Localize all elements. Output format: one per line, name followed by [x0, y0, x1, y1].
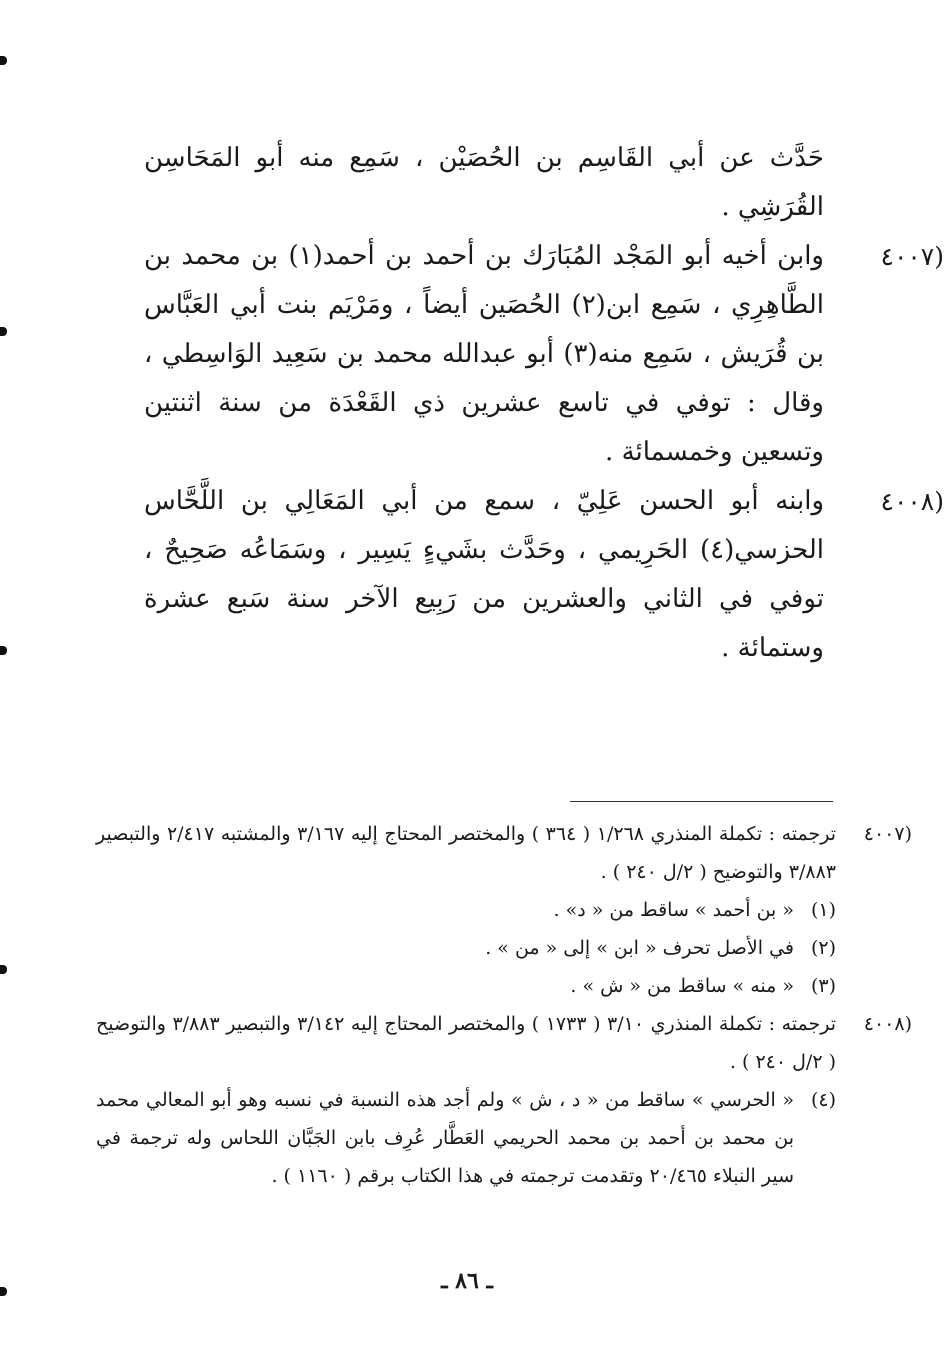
- footnote-sub-text: « منه » ساقط من « ش » .: [570, 975, 794, 997]
- footnote-sub: [96, 891, 836, 929]
- footnote-text: ترجمته : تكملة المنذري ٣/١٠ ( ١٧٣٣ ) والمختصر المحتاج إليه ٣/١٤٢ والتبصير ٣/٨٨٣ والتوضيح ( ٢/ل ٢٤٠ ) .: [96, 1013, 837, 1073]
- entry-number: (٤٠٠٧: [880, 242, 944, 271]
- footnote-sub-number: (٤): [810, 1089, 836, 1111]
- entry-text: وابنه أبو الحسن عَلِيّ ، سمع من أبي المَعَالِي بن اللَّحَّاس الحزسي(٤) الحَرِيمي ، وحَدَّث بشَيءٍ يَسِير ، وسَمَاعُه صَحِيحٌ ، توفي في الثاني والعشرين من رَبِيع الآخر سنة سَبع عشرة وستمائة .: [144, 486, 824, 663]
- footnote-text: ترجمته : تكملة المنذري ١/٢٦٨ ( ٣٦٤ ) والمختصر المحتاج إليه ٣/١٦٧ والمشتبه ٢/٤١٧ والتبصير ٣/٨٨٣ والتوضيح ( ٢/ل ٢٤٠ ) .: [96, 823, 836, 883]
- binding-mark: [0, 327, 7, 336]
- footnote-4008: [96, 1005, 912, 1195]
- footnote-sub: [96, 1081, 836, 1195]
- entry-4008: [144, 477, 944, 673]
- footnote-4007: [96, 815, 912, 1005]
- entry-4007: [144, 232, 944, 477]
- binding-mark: [0, 965, 7, 974]
- footnote-sub: [96, 967, 836, 1005]
- footnote-sub-text: في الأصل تحرف « ابن » إلى « من » .: [485, 937, 794, 959]
- footnote-sub: [96, 929, 836, 967]
- page-number: ـ ٨٦ ـ: [441, 1268, 493, 1294]
- entry-text: وابن أخيه أبو المَجْد المُبَارَك بن أحمد بن أحمد(١) بن محمد بن الطَّاهِرِي ، سَمِع ابن(٢) الحُصَين أيضاً ، ومَرْيَم بنت أبي العَبَّاس بن قُرَيش ، سَمِع منه(٣) أبو عبدالله محمد بن سَعِيد الوَاسِطي ، وقال : توفي في تاسع عشرين ذي القَعْدَة من سنة اثنتين وتسعين وخمسمائة .: [144, 241, 824, 467]
- footnote-separator: [570, 801, 833, 802]
- footnote-sub-text: « بن أحمد » ساقط من « د» .: [553, 899, 794, 921]
- entry-number: (٤٠٠٨: [880, 487, 944, 516]
- entry-continuation: [144, 134, 824, 232]
- footnote-sub-number: (٣): [810, 975, 836, 997]
- entry-text: حَدَّث عن أبي القَاسِم بن الحُصَيْن ، سَمِع منه أبو المَحَاسِن القُرَشِي .: [144, 143, 824, 222]
- footnotes: [96, 815, 912, 1195]
- footnote-sub-number: (١): [810, 899, 836, 921]
- binding-mark: [0, 646, 7, 655]
- footnote-sub-text: « الحرسي » ساقط من « د ، ش » ولم أجد هذه النسبة في نسبه وهو أبو المعالي محمد بن محمد بن أحمد بن محمد الحريمي العَطَّار عُرِف بابن الجَبَّان اللحاس وله ترجمة في سير النبلاء ٢٠/٤٦٥ وتقدمت ترجمته في هذا الكتاب برقم ( ١١٦٠ ) .: [96, 1089, 794, 1187]
- footnote-sub-number: (٢): [810, 937, 836, 959]
- binding-mark: [0, 56, 7, 65]
- main-text: [144, 134, 944, 673]
- footnote-number: (٤٠٠٨: [863, 1013, 912, 1035]
- footnote-number: (٤٠٠٧: [863, 823, 912, 845]
